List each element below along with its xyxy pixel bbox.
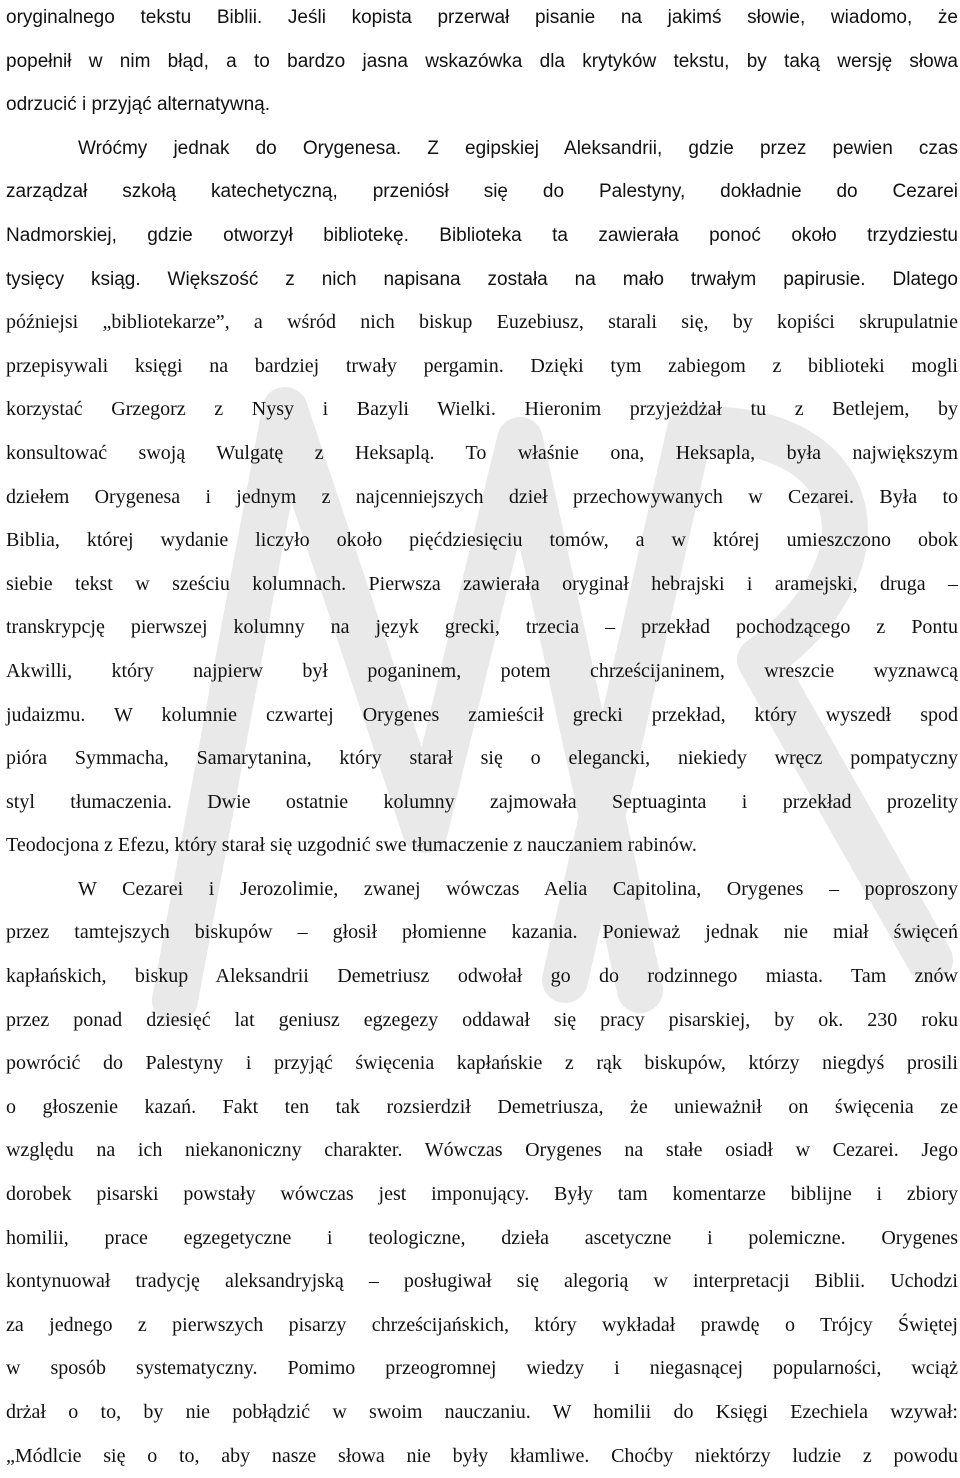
text-line-28: dorobek pisarski powstały wówczas jest imponujący. Były tam komentarze biblijne i zbiory xyxy=(6,1183,958,1206)
text-line-7: tysięcy ksiąg. Większość z nich napisana została na mało trwałym papirusie. Dlatego xyxy=(6,268,958,290)
text-line-8: późniejsi „bibliotekarze”, a wśród nich biskup Euzebiusz, starali się, by kopiści skrupulatnie xyxy=(6,311,958,334)
text-line-25: powrócić do Palestyny i przyjąć święcenia kapłańskie z rąk biskupów, którzy niegdyś prosili xyxy=(6,1052,958,1075)
text-line-14: siebie tekst w sześciu kolumnach. Pierwsza zawierała oryginał hebrajski i aramejski, druga – xyxy=(6,572,958,595)
text-line-12: dziełem Orygenesa i jednym z najcenniejszych dzieł przechowywanych w Cezarei. Była to xyxy=(6,485,958,508)
text-line-21: W Cezarei i Jerozolimie, zwanej wówczas Aelia Capitolina, Orygenes – poproszony xyxy=(78,877,958,900)
text-line-29: homilii, prace egzegetyczne i teologiczne, dzieła ascetyczne i polemiczne. Orygenes xyxy=(6,1226,958,1249)
text-line-1: oryginalnego tekstu Biblii. Jeśli kopista przerwał pisanie na jakimś słowie, wiadomo, że xyxy=(6,7,958,28)
text-line-3: odrzucić i przyjąć alternatywną. xyxy=(6,94,270,116)
text-line-6: Nadmorskiej, gdzie otworzył bibliotekę. Biblioteka ta zawierała ponoć około trzydziestu xyxy=(6,224,958,246)
text-line-33: drżał o to, by nie pobłądzić w swoim nauczaniu. W homilii do Księgi Ezechiela wzywał: xyxy=(6,1401,958,1423)
text-line-5: zarządzał szkołą katechetyczną, przeniósł się do Palestyny, dokładnie do Cezarei xyxy=(6,181,958,203)
text-line-16: Akwilli, który najpierw był poganinem, potem chrześcijaninem, wreszcie wyznawcą xyxy=(6,659,958,682)
text-line-2: popełnił w nim błąd, a to bardzo jasna wskazówka dla krytyków tekstu, by taką wersję słowa xyxy=(6,50,958,72)
text-line-10: korzystać Grzegorz z Nysy i Bazyli Wielki. Hieronim przyjeżdżał tu z Betlejem, by xyxy=(6,398,958,421)
text-line-4: Wróćmy jednak do Orygenesa. Z egipskiej Aleksandrii, gdzie przez pewien czas xyxy=(78,137,958,159)
text-line-18: pióra Symmacha, Samarytanina, który starał się o elegancki, niekiedy wręcz pompatyczny xyxy=(6,747,958,770)
text-line-15: transkrypcję pierwszej kolumny na język grecki, trzecia – przekład pochodzącego z Pontu xyxy=(6,616,958,639)
text-line-24: przez ponad dziesięć lat geniusz egzegezy oddawał się pracy pisarskiej, by ok. 230 roku xyxy=(6,1008,958,1031)
text-line-23: kapłańskich, biskup Aleksandrii Demetriusz odwołał go do rodzinnego miasta. Tam znów xyxy=(6,965,958,988)
text-line-27: względu na ich niekanoniczny charakter. Wówczas Orygenes na stałe osiadł w Cezarei. Jego xyxy=(6,1139,958,1162)
text-line-32: w sposób systematyczny. Pomimo przeogromnej wiedzy i niegasnącej popularności, wciąż xyxy=(6,1357,958,1380)
text-line-9: przepisywali księgi na bardziej trwały pergamin. Dzięki tym zabiegom z biblioteki mogli xyxy=(6,354,958,377)
text-line-22: przez tamtejszych biskupów – głosił płomienne kazania. Ponieważ jednak nie miał święceń xyxy=(6,921,958,944)
text-line-34: „Módlcie się o to, aby nasze słowa nie były kłamliwe. Choćby niektórzy ludzie z powodu xyxy=(6,1444,958,1467)
text-line-31: za jednego z pierwszych pisarzy chrześcijańskich, który wykładał prawdę o Trójcy Świętej xyxy=(6,1313,958,1336)
text-line-19: styl tłumaczenia. Dwie ostatnie kolumny zajmowała Septuaginta i przekład prozelity xyxy=(6,790,958,813)
text-line-11: konsultować swoją Wulgatę z Heksaplą. To właśnie ona, Heksapla, była największym xyxy=(6,441,958,464)
document-page xyxy=(6,0,958,1478)
text-line-26: o głoszenie kazań. Fakt ten tak rozsierdził Demetriusza, że unieważnił on święcenia ze xyxy=(6,1095,958,1118)
text-line-20: Teodocjona z Efezu, który starał się uzgodnić swe tłumaczenie z nauczaniem rabinów. xyxy=(6,834,697,857)
text-line-13: Biblia, której wydanie liczyło około pięćdziesięciu tomów, a w której umieszczono obok xyxy=(6,529,958,552)
text-line-30: kontynuował tradycję aleksandryjską – posługiwał się alegorią w interpretacji Biblii. Uchodzi xyxy=(6,1270,958,1293)
text-line-17: judaizmu. W kolumnie czwartej Orygenes zamieścił grecki przekład, który wyszedł spod xyxy=(6,703,958,726)
